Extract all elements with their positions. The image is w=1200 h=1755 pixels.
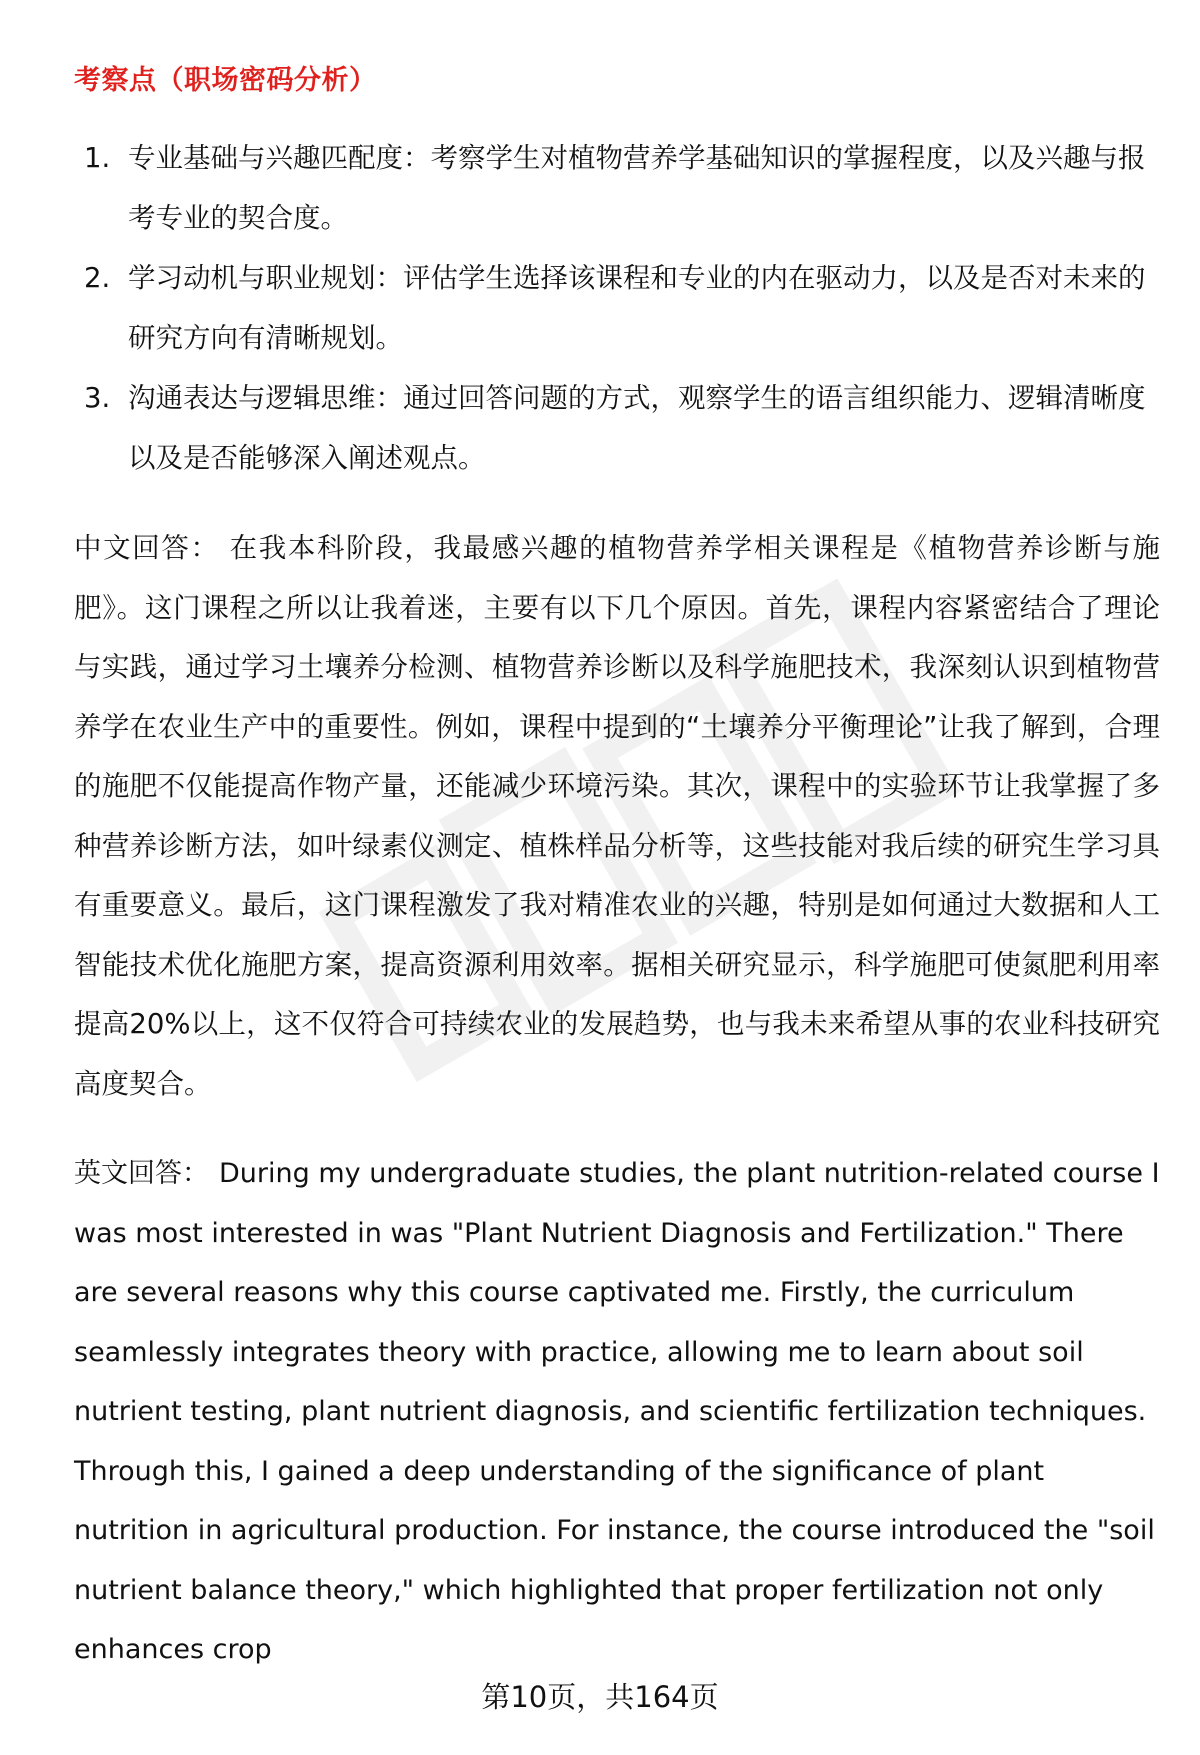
assessment-points-list	[74, 128, 1154, 488]
list-item	[74, 128, 1154, 248]
english-answer-paragraph	[74, 1144, 1160, 1680]
list-item	[74, 248, 1154, 368]
list-item-number: 1.	[84, 142, 111, 174]
list-item-text: 沟通表达与逻辑思维：通过回答问题的方式，观察学生的语言组织能力、逻辑清晰度以及是否能够深入阐述观点。	[128, 382, 1146, 474]
chinese-answer-text: 在我本科阶段，我最感兴趣的植物营养学相关课程是《植物营养诊断与施肥》。这门课程之所以让我着迷，主要有以下几个原因。首先，课程内容紧密结合了理论与实践，通过学习土壤养分检测、植物营养诊断以及科学施肥技术，我深刻认识到植物营养学在农业生产中的重要性。例如，课程中提到的“土壤养分平衡理论”让我了解到，合理的施肥不仅能提高作物产量，还能减少环境污染。其次，课程中的实验环节让我掌握了多种营养诊断方法，如叶绿素仪测定、植株样品分析等，这些技能对我后续的研究生学习具有重要意义。最后，这门课程激发了我对精准农业的兴趣，特别是如何通过大数据和人工智能技术优化施肥方案，提高资源利用效率。据相关研究显示，科学施肥可使氮肥利用率提高20%以上，这不仅符合可持续农业的发展趋势，也与我未来希望从事的农业科技研究高度契合。	[74, 532, 1160, 1100]
list-item-number: 2.	[84, 262, 111, 294]
english-answer-label: 英文回答：	[74, 1158, 209, 1189]
chinese-answer-label: 中文回答：	[74, 532, 220, 564]
list-item-text: 学习动机与职业规划：评估学生选择该课程和专业的内在驱动力，以及是否对未来的研究方向有清晰规划。	[128, 262, 1146, 354]
list-item	[74, 368, 1154, 488]
list-item-text: 专业基础与兴趣匹配度：考察学生对植物营养学基础知识的掌握程度，以及兴趣与报考专业的契合度。	[128, 142, 1146, 234]
section-title: 考察点（职场密码分析）	[74, 65, 377, 96]
chinese-answer-paragraph	[74, 519, 1160, 1114]
page-number-footer: 第10页，共164页	[481, 1680, 719, 1714]
list-item-number: 3.	[84, 382, 111, 414]
english-answer-text: During my undergraduate studies, the plant nutrition-related course I was most interested in was "Plant Nutrient Diagnosis and Fertilization." There are several reasons why this course captivated me. Firstly, the curriculum seamlessly integrates theory with practice, allowing me to learn about soil nutrient testing, plant nutrient diagnosis, and scientific fertilization techniques. Through this, I gained a deep understanding of the significance of plant nutrition in agricultural production. For instance, the course introduced the "soil nutrient balance theory," which highlighted that proper fertilization not only enhances crop	[74, 1158, 1160, 1665]
